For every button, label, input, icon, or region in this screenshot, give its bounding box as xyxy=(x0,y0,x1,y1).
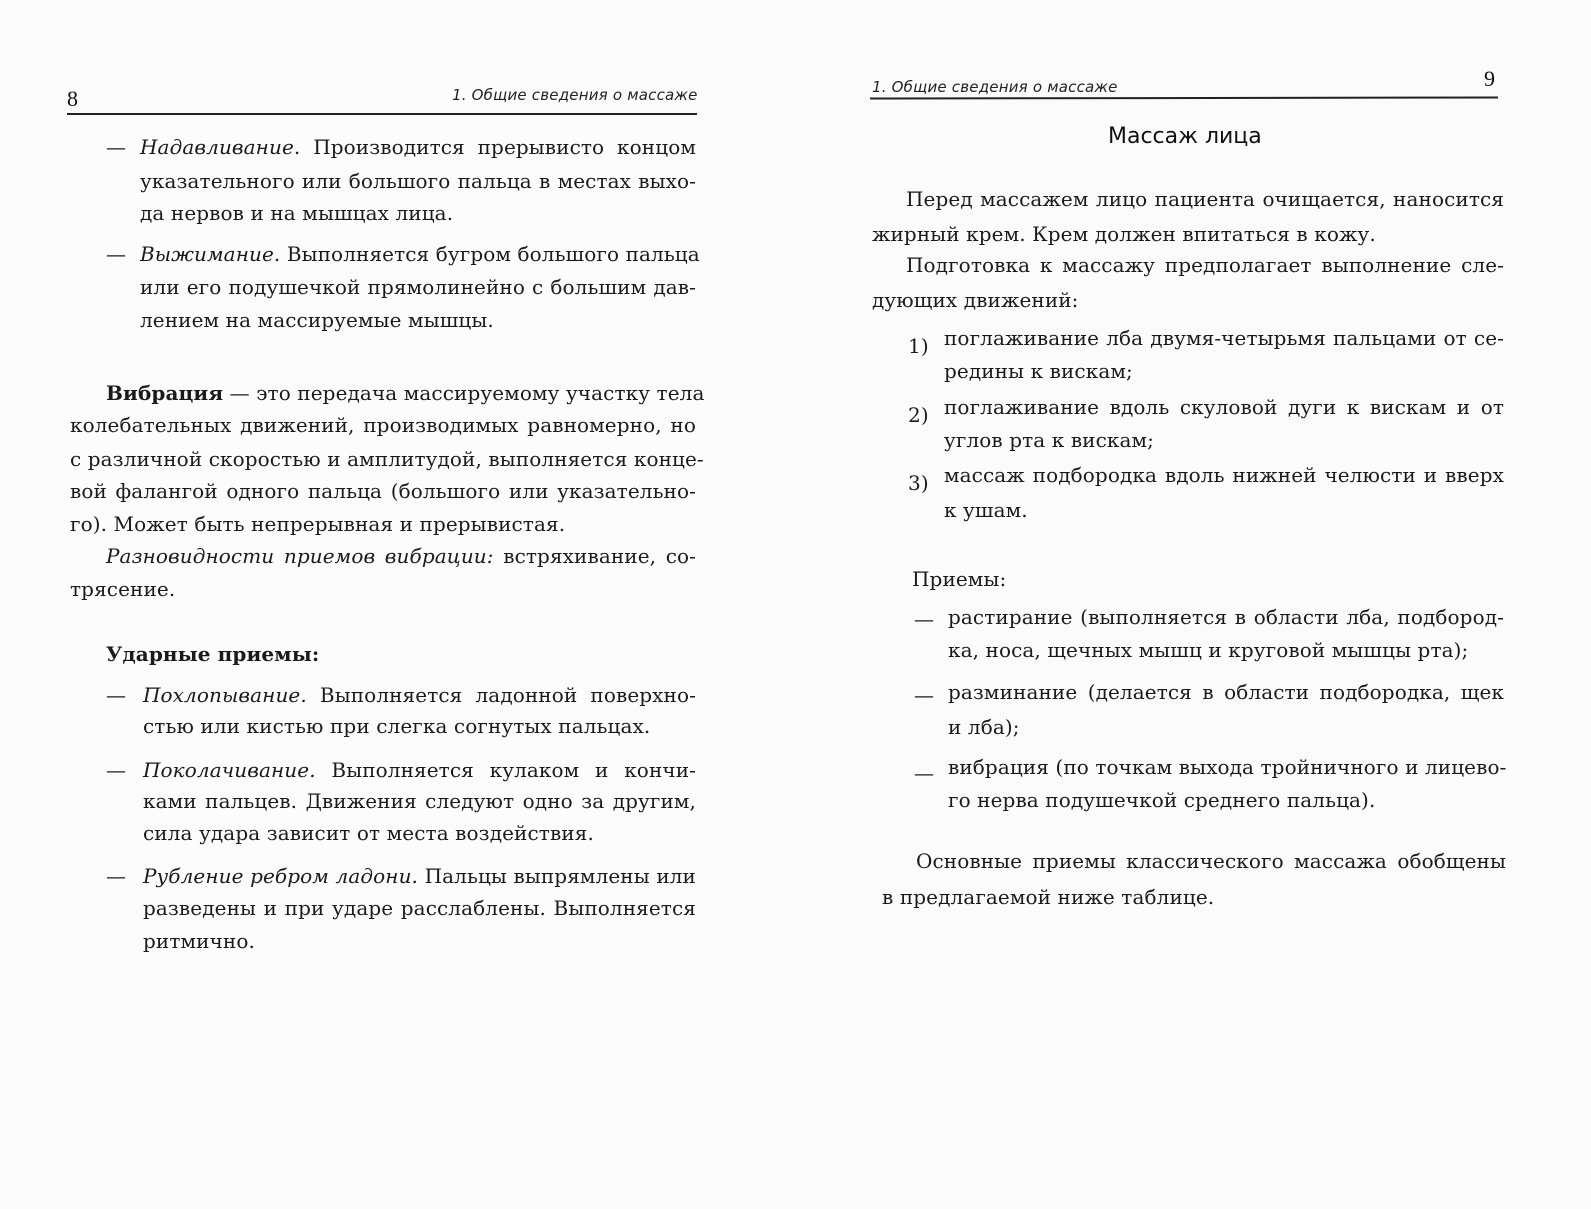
text-line: редины к вискам; xyxy=(944,359,1133,383)
text-line: или его подушечкой прямолинейно с большим дав- xyxy=(140,275,696,299)
running-head: 1. Общие сведения о массаже xyxy=(452,86,698,104)
term: Выжимание. xyxy=(140,242,281,266)
text-line: жирный крем. Крем должен впитаться в кожу. xyxy=(872,222,1376,246)
text-line: Подготовка к массажу предполагает выполнение сле- xyxy=(906,253,1504,277)
text-line: дующих движений: xyxy=(872,288,1079,312)
page-number: 8 xyxy=(67,86,78,111)
text-line: с различной скоростью и амплитудой, выполняется конце- xyxy=(70,447,704,471)
techniques-label: Приемы: xyxy=(912,567,1007,591)
dash: — xyxy=(106,135,126,159)
running-head: 1. Общие сведения о массаже xyxy=(872,78,1118,96)
text-line: к ушам. xyxy=(944,498,1028,522)
header-rule xyxy=(67,113,697,115)
dash: — xyxy=(914,683,934,707)
dash: — xyxy=(106,864,126,888)
section-heading: Ударные приемы: xyxy=(106,642,320,666)
dash: — xyxy=(106,758,126,782)
list-item: растирание (выполняется в области лба, подбород- xyxy=(948,605,1504,629)
dash: — xyxy=(106,242,126,266)
step-number: 2) xyxy=(908,403,929,427)
right-page xyxy=(790,0,1591,1209)
list-item: разминание (делается в области подбородка, щек xyxy=(948,680,1504,704)
list-item: Рубление ребром ладони. Пальцы выпрямлены или xyxy=(143,864,696,888)
step-text: поглаживание лба двумя-четырьмя пальцами от се- xyxy=(944,326,1504,350)
term: Похлопывание. xyxy=(143,683,307,707)
term: Рубление ребром ладони. xyxy=(143,864,419,888)
text-line: и лба); xyxy=(948,715,1020,739)
text-line: разведены и при ударе расслаблены. Выполняется xyxy=(143,896,696,920)
text-line: Основные приемы классического массажа обобщены xyxy=(916,849,1506,873)
header-rule xyxy=(870,96,1498,99)
text-line: вой фалангой одного пальца (большого или указательно- xyxy=(70,479,696,503)
text-line: указательного или большого пальца в местах выхо- xyxy=(140,169,696,193)
text-line: ритмично. xyxy=(143,929,255,953)
text-line: да нервов и на мышцах лица. xyxy=(140,201,454,225)
term: Поколачивание. xyxy=(143,758,316,782)
list-item: Выжимание. Выполняется бугром большого пальца xyxy=(140,242,700,266)
term-bold: Вибрация xyxy=(106,381,224,405)
left-page xyxy=(0,0,790,1209)
text-line: ками пальцев. Движения следуют одно за другим, xyxy=(143,789,696,813)
section-title: Массаж лица xyxy=(1108,124,1262,149)
text-line: трясение. xyxy=(70,577,176,601)
list-item: Поколачивание. Выполняется кулаком и кончи- xyxy=(143,758,696,782)
paragraph-vibration: Вибрация — это передача массируемому участку тела xyxy=(106,381,705,405)
term: Надавливание. xyxy=(140,135,301,159)
dash: — xyxy=(914,761,934,785)
list-item: Похлопывание. Выполняется ладонной поверхно- xyxy=(143,683,696,707)
text-line: колебательных движений, производимых равномерно, но xyxy=(70,413,696,437)
page-number: 9 xyxy=(1484,66,1495,91)
dash: — xyxy=(914,607,934,631)
text-line: го нерва подушечкой среднего пальца). xyxy=(948,788,1376,812)
dash: — xyxy=(106,683,126,707)
step-number: 3) xyxy=(908,471,929,495)
text-line: в предлагаемой ниже таблице. xyxy=(882,885,1215,909)
text-line: лением на массируемые мышцы. xyxy=(140,308,494,332)
paragraph-varieties: Разновидности приемов вибрации: встряхивание, со- xyxy=(106,544,696,568)
text-line: го). Может быть непрерывная и прерывистая. xyxy=(70,512,566,536)
text-line: Перед массажем лицо пациента очищается, наносится xyxy=(906,187,1504,211)
text-line: ка, носа, щечных мышц и круговой мышцы рта); xyxy=(948,638,1469,662)
text-line: сила удара зависит от места воздействия. xyxy=(143,821,594,845)
step-number: 1) xyxy=(908,334,929,358)
text-line: стью или кистью при слегка согнутых пальцах. xyxy=(143,714,651,738)
varieties-label: Разновидности приемов вибрации: xyxy=(106,544,494,568)
list-item: вибрация (по точкам выхода тройничного и лицево- xyxy=(948,755,1507,779)
list-item: Надавливание. Производится прерывисто концом xyxy=(140,135,696,159)
step-text: массаж подбородка вдоль нижней челюсти и вверх xyxy=(944,463,1504,487)
text-line: углов рта к вискам; xyxy=(944,428,1155,452)
step-text: поглаживание вдоль скуловой дуги к вискам и от xyxy=(944,395,1504,419)
